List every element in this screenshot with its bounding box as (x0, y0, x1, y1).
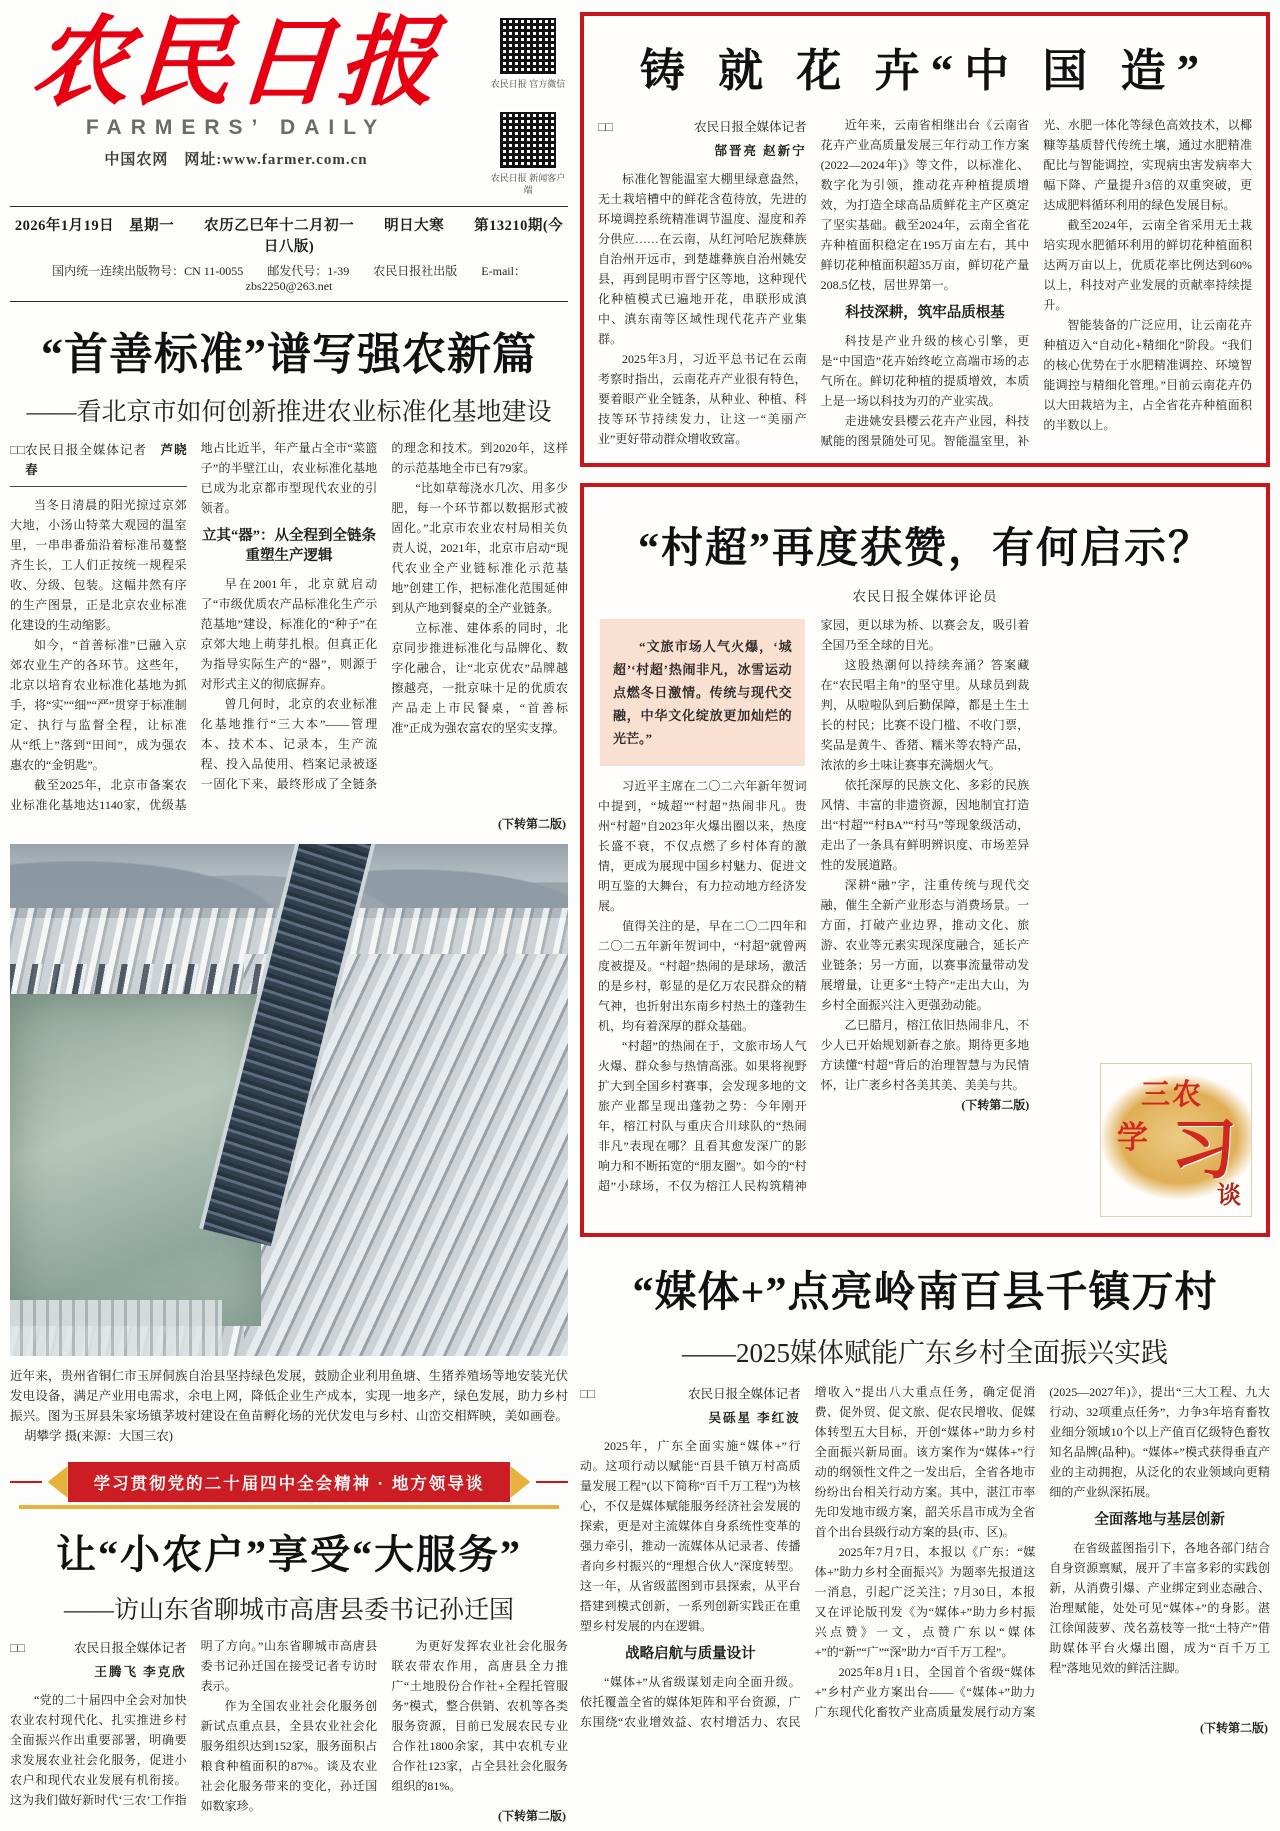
article-meiti-subtitle: ——2025媒体赋能广东乡村全面振兴实践 (682, 1338, 1168, 1368)
qr-app-label: 农民日报 新闻客户端 (490, 173, 566, 195)
article-biaozhun-title: “首善标准”谱写强农新篇 (41, 330, 537, 379)
paragraph: 立标准、建体系的同时，北京同步推进标准化与品牌化、数字化融合，让“北京优农”品牌越擦越亮，一批京味十足的优质农产品走上市民餐桌，“首善标准”正成为强农富农的坚实支撑。 (391, 621, 568, 735)
photo-caption (10, 1366, 568, 1446)
paragraph: 2025年3月，习近平总书记在云南考察时指出，云南花卉产业很有特色，要着眼产业全链条，从种业、种植、科技等环节持续发力，让这一“美丽产业”更好带动群众增收致富。 (598, 352, 807, 446)
paragraph: 2025年，广东全面实施“媒体+”行动。这项行动以赋能“百县千镇万村高质量发展工程”(以下简称“百千万工程”)为核心，不仅是媒体赋能服务经济社会发展的探索，更是对主流媒体自身系统性变革的强力牵引，推动一流媒体从记录者、传播者向乡村振兴的“理想合伙人”深度转型。这一年，从省级蓝图到市县探索，从平台搭建到模式创新，一系列创新实践正在重塑乡村发展的内在逻辑。 (580, 1439, 801, 1633)
article-flower-body (598, 115, 1252, 453)
column-subhead: 科技深耕，筑牢品质根基 (845, 305, 1005, 321)
paragraph: 智能装备的广泛应用，让云南花卉种植迈入“自动化+精细化”阶段。“我们的核心优势在于水肥精准调控、环境智能调控与精细化管理。”目前云南花卉仍以大田栽培为主，占全省花卉种植面积的半数以上。 (1043, 318, 1252, 432)
article-biaozhun-body (10, 438, 568, 832)
paragraph: “媒体+”从省级谋划走向全面升级。依托覆盖全省的媒体矩阵和平台资源，广东围绕“农业增效益、农村增活力、农民增收入”提出八大重点任务，确定促消费、促外贸、促文旅、促农民增收、促媒体转型五大目标，开创“媒体+”助力乡村全面振兴新局面。该方案作为“媒体+”行动的纲领性文件之一发出后，全省各地市纷纷出台相关行动方案。其中，湛江市率先印发地市级方案，韶关乐昌市成为全省首个出台县级行动方案的县(市、区)。 (580, 1385, 1036, 1729)
aerial-photo (10, 844, 568, 1356)
paragraph: 曾几何时，北京的农业标准化基地推行“三大本”——管理本、技术本、记录本，生产流程、投入品使用、档案记录被逐一固化下来，最终形成了全链条的理念和技术。到2020年，这样的示范基地全市已有79家。 (200, 441, 568, 791)
article-xiaononghu-body-wrap (10, 1636, 568, 1824)
paragraph: “比如草莓浇水几次、用多少肥，每一个环节都以数据形式被固化。”北京市农业农村局相关负责人说，2021年，北京市启动“现代农业全产业链标准化示范基地”创建工作，把标准化范围延伸到从产地到餐桌的全产业链条。 (391, 481, 568, 615)
paragraph: “党的二十届四中全会对加快农业农村现代化、扎实推进乡村全面振兴作出重要部署，明确要求发展农业社会化服务，促进小农户和现代农业发展有机衔接。这为我们做好新时代‘三农’工作指明了方向。”山东省聊城市高唐县委书记孙迁国在接受记者专访时表示。 (10, 1639, 378, 1807)
article-meiti-body-wrap (580, 1382, 1270, 1736)
article-biaozhun-subtitle: ——看北京市如何创新推进农业标准化基地建设 (26, 399, 552, 426)
sannong-study-stamp (1100, 1063, 1252, 1217)
jump-notice: (下转第二版) (490, 815, 566, 832)
article-cunchao-box (580, 483, 1270, 1237)
newspaper-logo: 农民日报 (27, 5, 445, 120)
qr-app-item (488, 112, 568, 196)
banner-right-line (536, 1481, 568, 1483)
right-column (580, 12, 1270, 1824)
article-biaozhun-body-wrap (10, 438, 568, 832)
page-layout (10, 5, 1270, 1824)
dateline (10, 206, 568, 302)
stamp-char: 学 (1117, 1120, 1148, 1156)
newspaper-logo-english: FARMERS’ DAILY (85, 115, 387, 139)
photo-greenhouse-corner (10, 1300, 222, 1356)
masthead-main (10, 5, 462, 169)
paragraph: 2025年7月7日，本报以《广东：“媒体+”助力乡村全面振兴》为题率先报道这一消息，引起广泛关注；7月30日，本报又在评论版刊发《为“媒体+”助力乡村振兴点赞》一文，点赞广东以“媒体+”的“新”“广”“深”助力“百千万工程”。 (814, 1545, 1036, 1659)
paragraph: 乙巳腊月，榕江依旧热闹非凡，不少人已开始规划新春之旅。期待更多地方读懂“村超”背后的治理智慧与为民情怀，让广袤乡村各美其美、美美与共。 (820, 1018, 1030, 1092)
article-meiti (580, 1259, 1270, 1736)
article-xiaononghu-subtitle: ——访山东省聊城市高唐县委书记孙迁国 (63, 1597, 514, 1624)
paragraph: 为更好发挥农业社会化服务联农带农作用，高唐县全力推广“土地股份合作社+全程托管服务”模式，整合供销、农机等各类服务资源，目前已发展农民专业合作社1800余家，其中农机专业合作社123家，占全县社会化服务组织的81%。 (391, 1639, 568, 1793)
article-biaozhun (10, 318, 568, 832)
paragraph: 当冬日清晨的阳光掠过京郊大地，小汤山特菜大观园的温室里，一串串番茄沿着标准吊蔓整齐生长，工人们正按统一规程采收、分级、包装。这幅井然有序的生产图景，正是北京农业标准化建设的生动缩影。 (10, 498, 187, 632)
jump-notice: (下转第二版) (1192, 1719, 1268, 1736)
column-subhead: 战略启航与质量设计 (625, 1646, 756, 1662)
byline: □□ 农民日报全媒体记者 郜晋亮 赵新宁 (598, 120, 807, 158)
theme-banner (10, 1462, 568, 1509)
banner-left-line (10, 1481, 42, 1483)
byline: □□ 农民日报全媒体记者 芦晓春 (10, 440, 187, 487)
paragraph: 如今，“首善标准”已融入京郊农业生产的各环节。这些年，北京以培育农业标准化基地为抓手，将“实”“细”“严”贯穿于标准制定、执行与监督全程，让标准从“纸上”落到“田间”，成为强农惠农的“金钥匙”。 (10, 638, 187, 772)
article-meiti-body (580, 1382, 1270, 1736)
qr-wechat-item (488, 18, 568, 90)
paragraph: 截至2024年，云南全省采用无土栽培实现水肥循环利用的鲜切花种植面积达两万亩以上，优质花率比例达到60%以上，科技对产业发展的贡献率持续提升。 (1043, 218, 1252, 312)
paragraph: 科技是产业升级的核心引擎，更是“中国造”花卉始终屹立高端市场的志气所在。鲜切花种植的提质增效，本质上是一场以科技为刃的产业实战。 (820, 334, 1030, 408)
theme-banner-row (10, 1462, 568, 1502)
left-column (10, 5, 568, 1824)
photo-caption-text: 近年来，贵州省铜仁市玉屏侗族自治县坚持绿色发展，鼓励企业利用鱼塘、生猪养殖场等地安装光伏发电设备，满足产业用电需求，余电上网，降低企业生产成本，实现一地多产，绿色发展，助力乡村振兴。图为玉屏县朱家场镇茅坡村建设在鱼苗孵化场的光伏发电与乡村、山峦交相辉映，美如画卷。 (10, 1369, 568, 1423)
article-flower-title: 铸 就 花 卉“中 国 造” (639, 46, 1211, 96)
paragraph: 深耕“融”字，注重传统与现代交融，催生全新产业形态与消费场景。一方面，打破产业边界，推动文化、旅游、农业等元素实现深度融合，延长产业链条；另一方面，以赛事流量带动发展增量，让更多“土特产”走出大山，为乡村全面振兴注入更强劲动能。 (820, 878, 1030, 1012)
publication-info-line: 国内统一连续出版物号：CN 11-0055 邮发代号：1-39 农民日报社出版 E-mail：zbs2250@263.net (52, 264, 526, 293)
paragraph: 习近平主席在二〇二六年新年贺词中提到，“城超”“村超”热闹非凡。贵州“村超”自2023年火爆出圈以来，热度长盛不衰，不仅点燃了乡村体育的激情，更成为展现中国乡村魅力、促进文明互鉴的大舞台，有力拉动地方经济发展。 (598, 779, 807, 913)
masthead (10, 5, 568, 196)
paragraph: 这股热潮何以持续奔涌？答案藏在“农民唱主角”的坚守里。从球员到裁判，从啦啦队到后勤保障，都是土生土长的村民；比赛不设门槛、不收门票，奖品是黄牛、香猪、糯米等农特产品，浓浓的乡土味让赛事充满烟火气。 (820, 658, 1030, 772)
stamp-char: 三农 (1141, 1077, 1204, 1111)
jump-notice: (下转第二版) (961, 1098, 1030, 1112)
byline: □□ 农民日报全媒体记者 王腾飞 李克欣 (10, 1641, 187, 1679)
paragraph: 在省级蓝图指引下，各地各部门结合自身资源禀赋，展开了丰富多彩的实践创新，从消费引爆、产业绑定到业态融合、治理赋能，处处可见“媒体+”的身影。湛江徐闻菠萝、茂名荔枝等一批“土特产”借助媒体平台火爆出圈，成为“百千万工程”落地见效的鲜活注脚。 (1049, 1541, 1270, 1675)
paragraph: 截至2025年，北京市备案农业标准化基地达1140家，优级基地占比近半，年产量占全市“菜篮子”的半壁江山，农业标准化基地已成为北京都市型现代农业的引领者。 (10, 441, 378, 812)
article-xiaononghu-title: 让“小农户”享受“大服务” (56, 1532, 522, 1577)
website-line: 中国农网 网址:www.farmer.com.cn (104, 151, 368, 168)
paragraph: 2025年8月1日，全国首个省级“媒体+”乡村产业方案出台——《“媒体+”助力广东现代化畜牧产业高质量发展行动方案(2025—2027年)》，提出“三大工程、九大行动、32项重点任务”，力争3年培育畜牧业细分领域10个以上产值百亿级特色畜牧知名品牌(品种)。“媒体+”模式获得垂直产业的主动拥抱，从泛化的农业领域向更精细的产业纵深拓展。 (814, 1385, 1270, 1719)
paragraph: 走进姚安县樱云花卉产业园，科技赋能的图景随处可见。智能温室里，补光、水肥一体化等绿色高效技术，以椰糠等基质替代传统土壤，通过水肥精准配比与智能调控，实现病虫害发病率大幅下降、产量提升3倍的双重突破，更达成肥料循环利用的绿色发展目标。 (820, 118, 1252, 448)
paragraph: 值得关注的是，早在二〇二四年和二〇二五年新年贺词中，“村超”就曾两度被提及。“村超”热闹的是球场，激活的是乡村，彰显的是亿万农民群众的精气神，也折射出东南乡村热土的蓬勃生机，均有着深厚的群众基础。 (598, 919, 807, 1033)
paragraph: 标准化智能温室大棚里绿意盎然，无土栽培槽中的鲜花含苞待放，先进的环境调控系统精准调节温度、湿度和养分供应……在云南，从红河哈尼族彝族自治州开远市，到楚雄彝族自治州姚安县，再到昆明市晋宁区等地，这种现代化种植模式已遍地开花，串联形成滇中、滇东南等区域性现代花卉产业集群。 (598, 172, 807, 346)
byline: □□ 农民日报全媒体记者 吴砾星 李红波 (580, 1387, 801, 1425)
qr-code-stack (488, 12, 568, 196)
photo-credit: 胡攀学 摄(来源：大国三农) (24, 1429, 173, 1443)
article-cunchao-byline: 农民日报全媒体评论员 (852, 589, 998, 604)
jump-notice: (下转第二版) (490, 1807, 566, 1824)
qr-code-icon (500, 112, 556, 168)
paragraph: 依托深厚的民族文化、多彩的民族风情、丰富的非遗资源，因地制宜打造出“村超”“村BA”“村马”等现象级活动，走出了一条具有鲜明辨识度、市场差异性的发展道路。 (820, 778, 1030, 872)
date-issue-line: 2026年1月19日 星期一 农历乙巳年十二月初一 明日大寒 第13210期(今日八版) (14, 218, 564, 255)
stamp-char: 谈 (1217, 1180, 1241, 1209)
qr-code-icon (500, 18, 556, 74)
article-xiaononghu (10, 1523, 568, 1824)
paragraph: “村超”的热闹在于，文旅市场人气火爆、群众参与热情高涨。如果将视野扩大到全国乡村赛事，会发现多地的文旅产业都呈现出蓬勃之势：今年刚开年，榕江村队与重庆合川球队的“热闹非凡”表现在哪？且看其愈发深广的影响力和不断拓宽的“朋友圈”。如今的“村超”小球场，不仅为榕江人民构筑精神家园，更以球为桥、以赛会友，吸引着全国乃至全球的目光。 (598, 618, 1030, 1193)
column-subhead: 全面落地与基层创新 (1094, 1512, 1225, 1528)
paragraph: 近年来，云南省相继出台《云南省花卉产业高质量发展三年行动工作方案(2022—2024年)》等文件，以标准化、数字化为引领，推动花卉种植提质增效，为打造全球高品质鲜花主产区奠定了坚实基础。截至2024年，云南全省花卉种植面积稳定在195万亩左右，其中鲜切花种植面积超35万亩，鲜切花产量208.5亿枝，居世界第一。 (820, 118, 1030, 292)
stamp-char: 习 (1171, 1110, 1237, 1188)
banner-ribbon: 学习贯彻党的二十届四中全会精神 · 地方领导谈 (68, 1462, 511, 1502)
quote-box: “文旅市场人气火爆，‘城超’‘村超’热闹非凡，冰雪运动点燃冬日激情。传统与现代交融，中华文化绽放更加灿烂的光芒。” (600, 619, 805, 766)
paragraph: 早在2001年，北京就启动了“市级优质农产品标准化生产示范基地”建设，标准化的“种子”在京郊大地上萌芽扎根。但真正化为指导实际生产的“器”，则源于对形式主义的彻底摒弃。 (200, 577, 378, 691)
qr-wechat-label: 农民日报 官方微信 (490, 79, 566, 89)
article-flower-box (580, 12, 1270, 467)
paragraph: 作为全国农业社会化服务创新试点重点县，全县农业社会化服务组织达到152家，服务面积占粮食种植面积的87%。谈及农业社会化服务带来的变化，孙迁国如数家珍。 (200, 1699, 378, 1813)
article-xiaononghu-body (10, 1636, 568, 1824)
column-subhead: 立其“器”：从全程到全链条 重塑生产逻辑 (201, 528, 376, 564)
article-cunchao-title: “村超”再度获赞，有何启示？ (637, 526, 1212, 572)
article-meiti-title: “媒体+”点亮岭南百县千镇万村 (632, 1270, 1218, 1316)
banner-gold-bar (19, 1505, 559, 1509)
